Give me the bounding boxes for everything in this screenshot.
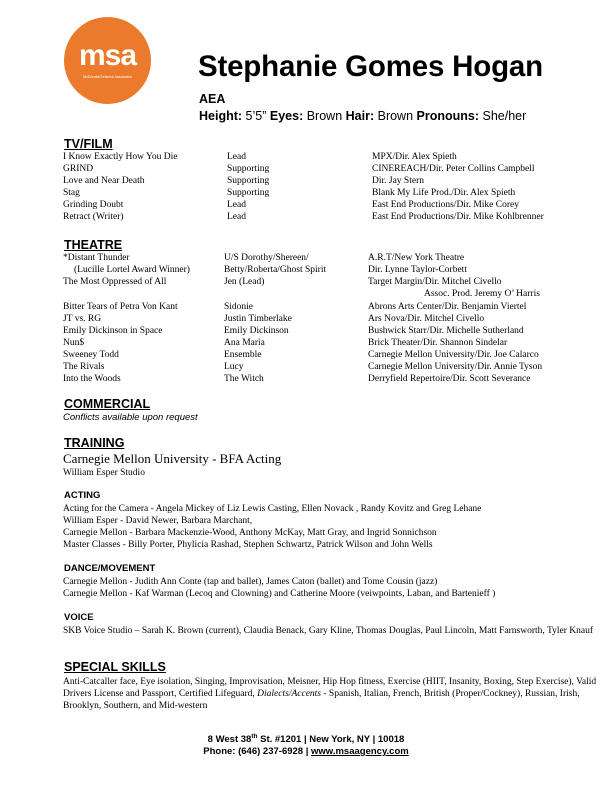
dance-heading: DANCE/MOVEMENT — [64, 563, 156, 574]
credit-role: Justin Timberlake — [224, 314, 292, 324]
tvfilm-heading: TV/FILM — [64, 137, 113, 151]
credit-role: Ana Maria — [224, 338, 265, 348]
address-street: 8 West 38 — [207, 734, 252, 745]
credit-company: East End Productions/Dir. Mike Kohlbrenner — [372, 212, 544, 222]
actor-name: Stephanie Gomes Hogan — [198, 50, 543, 83]
credit-company: MPX/Dir. Alex Spieth — [372, 152, 457, 162]
credit-title: I Know Exactly How You Die — [63, 152, 178, 162]
skills-text — [63, 676, 603, 712]
training-studio: William Esper Studio — [63, 468, 145, 478]
credit-company: Carnegie Mellon University/Dir. Annie Tyson — [368, 362, 543, 372]
credit-title: Emily Dickinson in Space — [63, 326, 163, 336]
credit-company: CINEREACH/Dir. Peter Collins Campbell — [372, 164, 535, 174]
credit-role: Supporting — [227, 164, 270, 174]
acting-line: Master Classes - Billy Porter, Phylicia Rashad, Stephen Schwartz, Patrick Wilson and John Wells — [63, 540, 433, 550]
credit-row — [0, 211, 612, 223]
credit-row — [0, 373, 612, 385]
credit-title: The Rivals — [63, 362, 105, 372]
credit-row — [0, 337, 612, 349]
dialects-label: Dialects/Accents — [257, 689, 322, 699]
credit-title: (Lucille Lortel Award Winner) — [74, 265, 190, 275]
credit-role: Lucy — [224, 362, 244, 372]
credit-row — [0, 175, 612, 187]
union-affiliation: AEA — [199, 92, 226, 106]
credit-role: U/S Dorothy/Shereen/ — [224, 253, 309, 263]
credit-title: JT vs. RG — [63, 314, 102, 324]
credit-company: Ars Nova/Dir. Mitchel Civello — [368, 314, 485, 324]
acting-line: William Esper - David Newer, Barbara Marchant, — [63, 516, 253, 526]
credit-row — [0, 313, 612, 325]
address-city: St. #1201 | New York, NY | 10018 — [257, 734, 405, 745]
eyes-label: Eyes: — [269, 109, 304, 123]
credit-role: Sidonie — [224, 302, 254, 312]
dance-line: Carnegie Mellon - Kaf Warman (Lecoq and Clowning) and Catherine Moore (veiwpoints, Laban, and Bartenieff ) — [63, 589, 496, 599]
credit-company: Dir. Jay Stern — [372, 176, 424, 186]
agency-contact — [0, 746, 612, 757]
agency-logo — [64, 17, 151, 104]
hair-label: Hair: — [345, 109, 375, 123]
credit-role: Supporting — [227, 188, 270, 198]
training-heading: TRAINING — [64, 436, 125, 450]
credit-role: Lead — [227, 200, 246, 210]
agency-phone: Phone: (646) 237-6928 | — [203, 746, 312, 757]
credit-row — [0, 163, 612, 175]
credit-company: East End Productions/Dir. Mike Corey — [372, 200, 519, 210]
credit-title: Sweeney Todd — [63, 350, 119, 360]
credit-company: Blank My Life Prod./Dir. Alex Spieth — [372, 188, 516, 198]
credit-role: Jen (Lead) — [224, 277, 265, 287]
credit-title: Retract (Writer) — [63, 212, 124, 222]
credit-company: A.R.T/New York Theatre — [368, 253, 465, 263]
credit-company: Dir. Lynne Taylor-Corbett — [368, 265, 467, 275]
dialects-list: - Spanish, Italian, French, British (Proper/Cockney), Russian, Irish, Brooklyn, Southern, and Mid-western — [63, 689, 580, 711]
acting-heading: ACTING — [64, 490, 101, 501]
credit-row — [0, 264, 612, 276]
voice-heading: VOICE — [64, 612, 94, 623]
credit-title: The Most Oppressed of All — [63, 277, 167, 287]
credit-title: *Distant Thunder — [63, 253, 130, 263]
credit-company: Carnegie Mellon University/Dir. Joe Calarco — [368, 350, 539, 360]
theatre-heading: THEATRE — [64, 238, 123, 252]
credit-row — [0, 151, 612, 163]
credit-company: Assoc. Prod. Jeremy O’ Harris — [424, 289, 540, 299]
pronouns-value: She/her — [482, 109, 527, 123]
acting-line: Carnegie Mellon - Barbara Mackenzie-Wood, Anthony McKay, Matt Gray, and Ingrid Sonnichson — [63, 528, 437, 538]
acting-line: Acting for the Camera - Angela Mickey of Liz Lewis Casting, Ellen Novack , Randy Kovitz and Greg Lehane — [63, 504, 482, 514]
voice-text: SKB Voice Studio – Sarah K. Brown (current), Claudia Benack, Gary Kline, Thomas Douglas, Paul Lincoln, Matt Farnsworth, Tyler Knauf — [63, 626, 594, 636]
physical-stats — [199, 109, 526, 123]
logo-mark: msa — [78, 39, 137, 72]
credit-title: Nun$ — [63, 338, 85, 348]
agency-website-link[interactable]: www.msaagency.com — [311, 746, 409, 757]
credit-row — [0, 349, 612, 361]
credit-row — [0, 252, 612, 264]
credit-role: Betty/Roberta/Ghost Spirit — [224, 265, 327, 275]
credit-title: Into the Woods — [63, 374, 121, 384]
credit-role: Emily Dickinson — [224, 326, 289, 336]
skills-list: Anti-Catcaller face, Eye isolation, Singing, Improvisation, Meisner, Hip Hop fitness, Exercise (HIIT, Insanity, Boxing, Step Exercise), Valid Drivers License and Passport, Certified Lifeguard, — [63, 677, 597, 699]
credit-title: Bitter Tears of Petra Von Kant — [63, 302, 178, 312]
commercial-note: Conflicts available upon request — [63, 412, 198, 423]
credit-company: Bushwick Starr/Dir. Michelle Sutherland — [368, 326, 524, 336]
credit-title: Love and Near Death — [63, 176, 145, 186]
credit-title: Grinding Doubt — [63, 200, 124, 210]
commercial-heading: COMMERCIAL — [64, 397, 151, 411]
agency-address — [0, 734, 612, 745]
dance-line: Carnegie Mellon - Judith Ann Conte (tap and ballet), James Caton (ballet) and Tome Cousin (jazz) — [63, 577, 438, 587]
height-label: Height: — [199, 109, 243, 123]
address-ordinal: th — [251, 732, 258, 740]
logo-tagline: McDonald/Selznick Associates — [83, 75, 132, 79]
skills-heading: SPECIAL SKILLS — [64, 660, 166, 674]
credit-row — [0, 199, 612, 211]
credit-row — [0, 301, 612, 313]
hair-value: Brown — [377, 109, 414, 123]
credit-company: Abrons Arts Center/Dir. Benjamin Viertel — [368, 302, 527, 312]
credit-row — [0, 187, 612, 199]
eyes-value: Brown — [306, 109, 343, 123]
training-school: Carnegie Mellon University - BFA Acting — [63, 451, 282, 466]
credit-company: Target Margin/Dir. Mitchel Civello — [368, 277, 502, 287]
credit-row — [0, 288, 612, 300]
credit-role: Lead — [227, 152, 246, 162]
credit-title: GRIND — [63, 164, 94, 174]
credit-title: Stag — [63, 188, 80, 198]
credit-role: Ensemble — [224, 350, 262, 360]
height-value: 5’5” — [245, 109, 267, 123]
credit-role: Lead — [227, 212, 246, 222]
credit-row — [0, 276, 612, 288]
credit-role: The Witch — [224, 374, 264, 384]
credit-company: Brick Theater/Dir. Shannon Sindelar — [368, 338, 508, 348]
pronouns-label: Pronouns: — [416, 109, 480, 123]
credit-row — [0, 325, 612, 337]
credit-row — [0, 361, 612, 373]
credit-company: Derryfield Repertoire/Dir. Scott Severance — [368, 374, 531, 384]
credit-role: Supporting — [227, 176, 270, 186]
